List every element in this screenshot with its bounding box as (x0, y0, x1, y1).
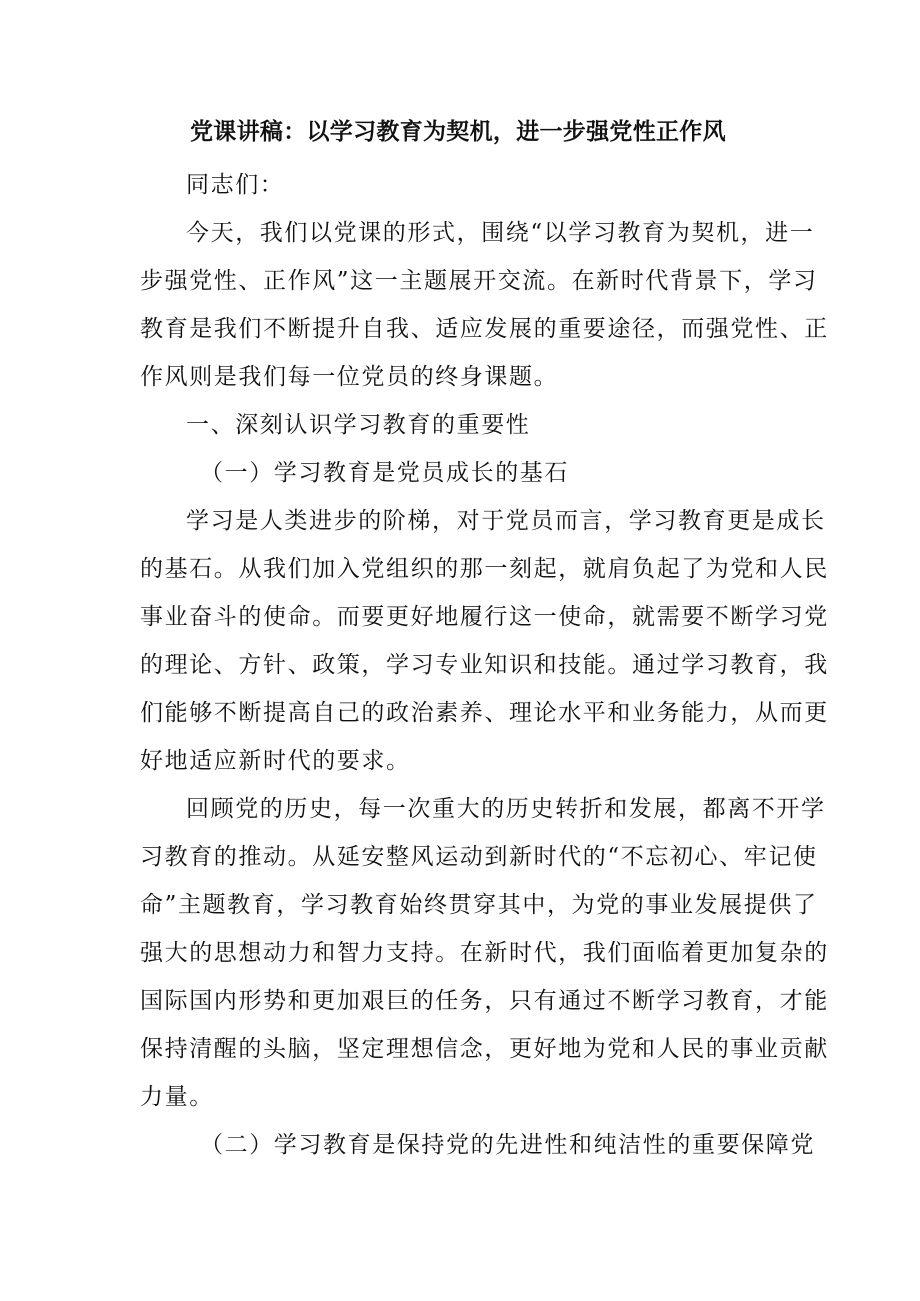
paragraph-line: 国际国内形势和更加艰巨的任务，只有通过不断学习教育，才能 (140, 988, 829, 1014)
document-title: 党课讲稿：以学习教育为契机，进一步强党性正作风 (190, 118, 726, 145)
intro-line: 今天，我们以党课的形式，围绕“以学习教育为契机，进一 (186, 220, 815, 246)
paragraph-line: 学习是人类进步的阶梯，对于党员而言，学习教育更是成长 (186, 508, 826, 534)
section-heading: 一、深刻认识学习教育的重要性 (186, 412, 531, 438)
paragraph-line: 保持清醒的头脑，坚定理想信念，更好地为党和人民的事业贡献 (140, 1036, 829, 1062)
paragraph-line: 强大的思想动力和智力支持。在新时代，我们面临着更加复杂的 (140, 940, 829, 966)
intro-line: 作风则是我们每一位党员的终身课题。 (140, 364, 559, 390)
paragraph-line: 力量。 (140, 1084, 214, 1110)
paragraph-line: 们能够不断提高自己的政治素养、理论水平和业务能力，从而更 (140, 700, 829, 726)
paragraph-line: 的理论、方针、政策，学习专业知识和技能。通过学习教育，我 (140, 652, 829, 678)
paragraph-line: 好地适应新时代的要求。 (140, 748, 411, 774)
greeting: 同志们： (186, 172, 285, 198)
intro-line: 教育是我们不断提升自我、适应发展的重要途径，而强党性、正 (140, 316, 829, 342)
paragraph-line: 回顾党的历史，每一次重大的历史转折和发展，都离不开学 (186, 796, 826, 822)
paragraph-line: 的基石。从我们加入党组织的那一刻起，就肩负起了为党和人民 (140, 556, 829, 582)
paragraph-line: 命”主题教育，学习教育始终贯穿其中，为党的事业发展提供了 (140, 892, 818, 918)
paragraph-line: 事业奋斗的使命。而要更好地履行这一使命，就需要不断学习党 (140, 604, 829, 630)
paragraph-line: 习教育的推动。从延安整风运动到新时代的“不忘初心、牢记使 (140, 844, 818, 870)
intro-line: 步强党性、正作风”这一主题展开交流。在新时代背景下，学习 (140, 268, 818, 294)
subsection-heading: （一）学习教育是党员成长的基石 (200, 460, 569, 486)
subsection-heading: （二）学习教育是保持党的先进性和纯洁性的重要保障党 (200, 1132, 815, 1158)
